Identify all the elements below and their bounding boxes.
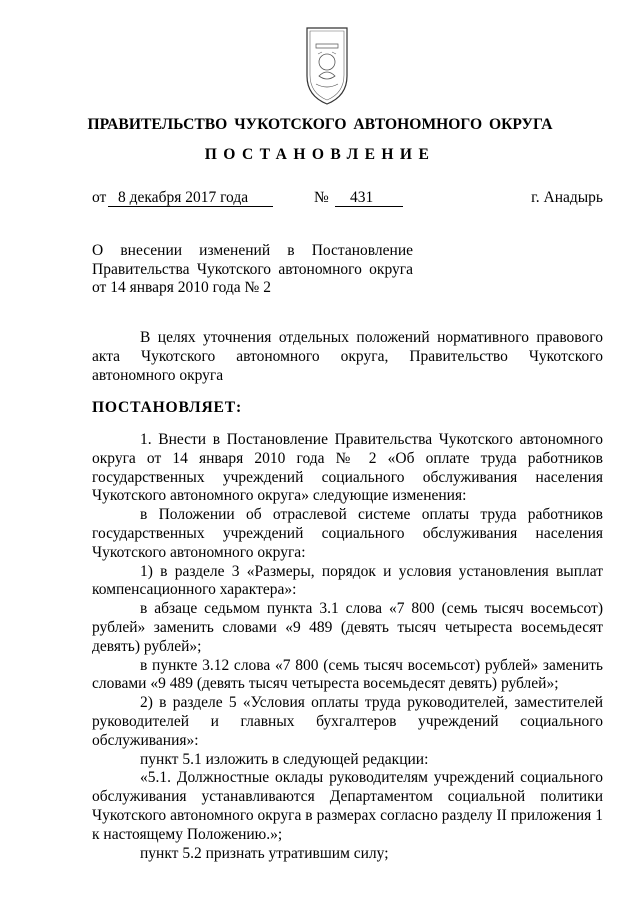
coat-of-arms-emblem [304,24,350,106]
document-number: 431 [350,189,374,206]
document-date: 8 декабря 2017 года [118,189,249,206]
body-paragraph: 1) в разделе 3 «Размеры, порядок и условия установления выплат компенсационного характера»: [92,562,603,599]
body-paragraph: 1. Внести в Постановление Правительства Чукотского автономного округа от 14 января 2010 года № 2 «Об оплате труда работников государственных учреждений социального обслуживания населения Чукотского автономного округа» следующие изменения: [92,431,603,505]
document-subject [92,242,413,298]
preamble [92,328,603,385]
body-paragraph: в Положении об отраслевой системе оплаты труда работников государственных учреждений социального обслуживания населения Чукотского автономного округа: [92,506,603,561]
government-heading: ПРАВИТЕЛЬСТВО ЧУКОТСКОГО АВТОНОМНОГО ОКРУГА [87,116,553,133]
date-label: от [92,189,107,206]
number-label: № [314,189,329,206]
body-paragraph: в абзаце седьмом пункта 3.1 слова «7 800 (семь тысяч восемьсот) рублей» заменить словами «9 489 (девять тысяч четыреста восемьдесят девять) рублей»; [92,600,603,655]
number-underline [335,206,403,207]
document-body [92,431,603,863]
preamble-text: В целях уточнения отдельных положений нормативного правового акта Чукотского автономного округа, Правительство Чукотского автономного округа [92,329,603,384]
subject-line: Правительства Чукотского автономного округа [92,260,413,278]
body-paragraph: пункт 5.2 признать утратившим силу; [140,844,389,862]
subject-line: от 14 января 2010 года № 2 [92,279,271,296]
document-city: г. Анадырь [531,189,603,206]
body-paragraph: в пункте 3.12 слова «7 800 (семь тысяч восемьсот) рублей» заменить словами «9 489 (девять тысяч четыреста восемьдесят девять) рублей»; [92,656,603,693]
document-type-heading: ПОСТАНОВЛЕНИЕ [204,146,436,163]
body-paragraph: пункт 5.1 изложить в следующей редакции: [140,750,429,768]
date-underline [108,206,273,207]
body-paragraph: «5.1. Должностные оклады руководителям учреждений социального обслуживания устанавливаются Департаментом социальной политики Чукотского автономного округа в размерах согласно разделу II приложения 1 к настоящему Положению.»; [92,769,603,843]
subject-line: О внесении изменений в Постановление [92,242,413,259]
resolution-heading: ПОСТАНОВЛЯЕТ: [92,399,242,416]
body-paragraph: 2) в разделе 5 «Условия оплаты труда руководителей, заместителей руководителей и главных бухгалтеров учреждений социального обслуживания»: [92,694,603,749]
